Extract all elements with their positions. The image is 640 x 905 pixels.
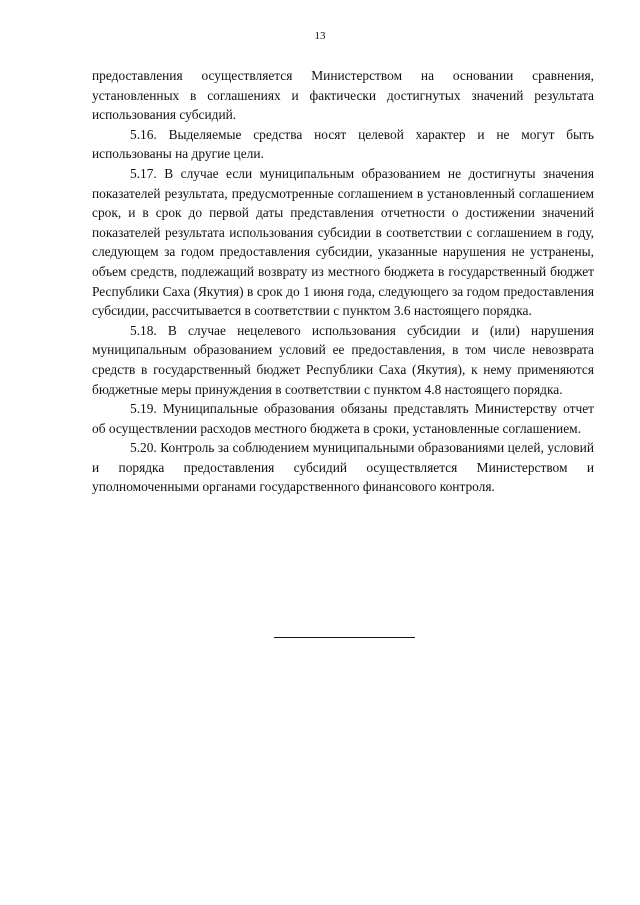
paragraph-5-17: 5.17. В случае если муниципальным образованием не достигнуты значения показателей результата, предусмотренные соглашением в установленный соглашением срок, и в срок до первой даты представления отчетности о достижении значений показателей результата использования субсидии в соответствии с соглашением в году, следующем за годом предоставления субсидии, указанные нарушения не устранены, объем средств, подлежащий возврату из местного бюджета в государственный бюджет Республики Саха (Якутия) в срок до 1 июня года, следующего за годом предоставления субсидии, рассчитывается в соответствии с пунктом 3.6 настоящего порядка. <box>92 165 594 319</box>
paragraph-5-19: 5.19. Муниципальные образования обязаны представлять Министерству отчет об осуществлении расходов местного бюджета в сроки, установленные соглашением. <box>92 401 594 436</box>
paragraph-continued: предоставления осуществляется Министерством на основании сравнения, установленных в соглашениях и фактически достигнутых значений результата использования субсидий. <box>92 68 594 123</box>
document-body <box>92 66 594 497</box>
page-number: 13 <box>314 30 326 42</box>
paragraph-5-16: 5.16. Выделяемые средства носят целевой характер и не могут быть использованы на другие цели. <box>92 126 594 162</box>
paragraph-5-18: 5.18. В случае нецелевого использования субсидии и (или) нарушения муниципальным образованием условий ее предоставления, в том числе невозврата средств в государственный бюджет Республики Саха (Якутия), к нему применяются бюджетные меры принуждения в соответствии с пунктом 4.8 настоящего порядка. <box>92 322 594 397</box>
paragraph-5-20: 5.20. Контроль за соблюдением муниципальными образованиями целей, условий и порядка предоставления субсидий осуществляется Министерством и уполномоченными органами государственного финансового контроля. <box>92 440 594 495</box>
end-rule-divider <box>274 637 415 638</box>
